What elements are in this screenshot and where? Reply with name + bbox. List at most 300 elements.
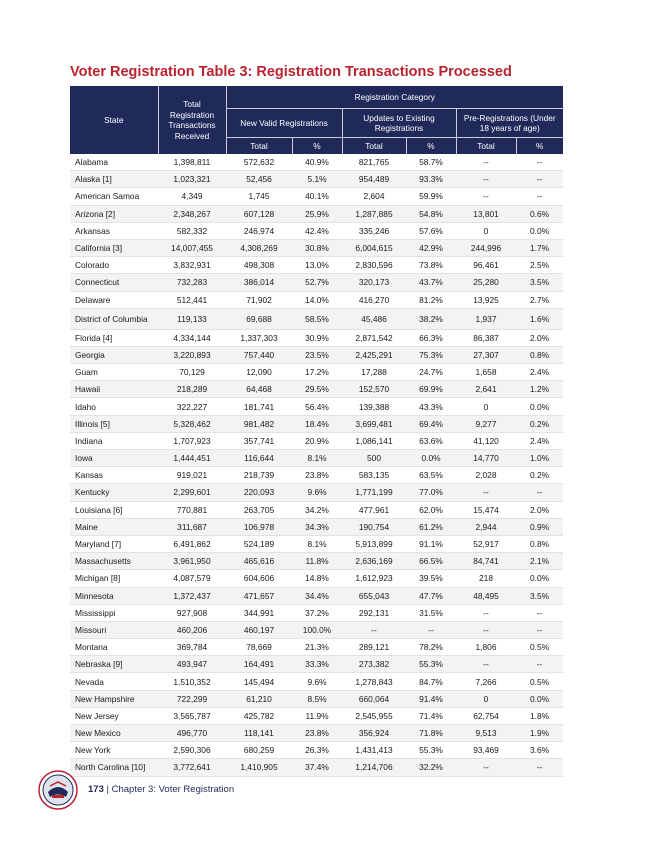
table-row: [70, 398, 563, 415]
table-row: [70, 308, 563, 329]
cell-total-received: 311,687: [158, 518, 226, 535]
cell-state: Connecticut: [70, 274, 158, 291]
cell-new-pct: 5.1%: [292, 171, 342, 188]
cell-new-total: 498,308: [226, 257, 292, 274]
cell-new-total: 386,014: [226, 274, 292, 291]
cell-upd-pct: 71.8%: [406, 725, 456, 742]
cell-new-pct: 23.8%: [292, 725, 342, 742]
cell-upd-total: 1,431,413: [342, 742, 406, 759]
cell-state: Massachusetts: [70, 553, 158, 570]
cell-state: Illinois [5]: [70, 415, 158, 432]
cell-pre-total: 13,925: [456, 291, 516, 308]
cell-new-total: 118,141: [226, 725, 292, 742]
cell-pre-total: --: [456, 759, 516, 776]
cell-pre-pct: 0.8%: [516, 535, 563, 552]
cell-pre-pct: 2.0%: [516, 329, 563, 346]
cell-upd-pct: 58.7%: [406, 154, 456, 171]
cell-total-received: 1,398,811: [158, 154, 226, 171]
cell-upd-total: 45,486: [342, 308, 406, 329]
cell-new-total: 981,482: [226, 415, 292, 432]
cell-new-pct: 56.4%: [292, 398, 342, 415]
table-row: [70, 707, 563, 724]
cell-new-total: 181,741: [226, 398, 292, 415]
cell-pre-total: 13,801: [456, 205, 516, 222]
cell-upd-total: 289,121: [342, 639, 406, 656]
cell-total-received: 2,590,306: [158, 742, 226, 759]
table-row: [70, 467, 563, 484]
cell-pre-pct: 1.8%: [516, 707, 563, 724]
table-row: [70, 759, 563, 776]
cell-upd-total: 1,612,923: [342, 570, 406, 587]
table-row: [70, 450, 563, 467]
table-row: [70, 188, 563, 205]
cell-state: Missouri: [70, 621, 158, 638]
cell-upd-pct: 42.9%: [406, 239, 456, 256]
cell-total-received: 1,707,923: [158, 432, 226, 449]
cell-new-total: 465,616: [226, 553, 292, 570]
cell-new-pct: 52.7%: [292, 274, 342, 291]
cell-state: Kentucky: [70, 484, 158, 501]
cell-upd-total: 2,636,169: [342, 553, 406, 570]
cell-pre-pct: 0.0%: [516, 398, 563, 415]
header-pre-registrations: Pre-Registrations (Under 18 years of age): [456, 109, 563, 138]
cell-state: District of Columbia: [70, 308, 158, 329]
page-footer: [88, 784, 234, 795]
cell-pre-total: 84,741: [456, 553, 516, 570]
cell-upd-pct: 84.7%: [406, 673, 456, 690]
cell-new-pct: 42.4%: [292, 222, 342, 239]
cell-pre-total: 96,461: [456, 257, 516, 274]
cell-total-received: 582,332: [158, 222, 226, 239]
table-row: [70, 673, 563, 690]
cell-upd-pct: 75.3%: [406, 346, 456, 363]
cell-state: Minnesota: [70, 587, 158, 604]
header-registration-category: Registration Category: [226, 86, 563, 109]
cell-upd-total: 655,043: [342, 587, 406, 604]
cell-pre-pct: 0.9%: [516, 518, 563, 535]
cell-pre-pct: --: [516, 484, 563, 501]
table-row: [70, 604, 563, 621]
cell-new-pct: 29.5%: [292, 381, 342, 398]
cell-pre-total: 244,996: [456, 239, 516, 256]
cell-total-received: 70,129: [158, 364, 226, 381]
cell-upd-pct: 54.8%: [406, 205, 456, 222]
cell-total-received: 493,947: [158, 656, 226, 673]
header-new-pct: %: [292, 138, 342, 155]
cell-state: California [3]: [70, 239, 158, 256]
registration-table: [70, 86, 563, 777]
cell-new-total: 218,739: [226, 467, 292, 484]
cell-pre-total: 0: [456, 222, 516, 239]
cell-state: Maryland [7]: [70, 535, 158, 552]
cell-pre-total: 2,641: [456, 381, 516, 398]
cell-total-received: 1,444,451: [158, 450, 226, 467]
cell-new-pct: 23.5%: [292, 346, 342, 363]
cell-new-total: 12,090: [226, 364, 292, 381]
cell-state: New Jersey: [70, 707, 158, 724]
cell-pre-pct: --: [516, 188, 563, 205]
table-row: [70, 329, 563, 346]
cell-upd-pct: 38.2%: [406, 308, 456, 329]
cell-state: Iowa: [70, 450, 158, 467]
cell-pre-total: 1,806: [456, 639, 516, 656]
cell-upd-pct: 43.7%: [406, 274, 456, 291]
cell-new-pct: 34.4%: [292, 587, 342, 604]
cell-new-total: 64,468: [226, 381, 292, 398]
cell-total-received: 322,227: [158, 398, 226, 415]
cell-upd-pct: 31.5%: [406, 604, 456, 621]
cell-new-pct: 25.9%: [292, 205, 342, 222]
cell-total-received: 6,491,862: [158, 535, 226, 552]
cell-pre-total: 1,658: [456, 364, 516, 381]
cell-total-received: 927,908: [158, 604, 226, 621]
cell-new-pct: 8.5%: [292, 690, 342, 707]
cell-state: Alabama: [70, 154, 158, 171]
cell-pre-pct: 2.0%: [516, 501, 563, 518]
header-upd-pct: %: [406, 138, 456, 155]
table-row: [70, 587, 563, 604]
cell-total-received: 14,007,455: [158, 239, 226, 256]
table-row: [70, 535, 563, 552]
table-row: [70, 154, 563, 171]
header-pre-pct: %: [516, 138, 563, 155]
cell-new-total: 460,197: [226, 621, 292, 638]
footer-separator: |: [106, 784, 109, 795]
cell-pre-total: --: [456, 484, 516, 501]
cell-state: Michigan [8]: [70, 570, 158, 587]
cell-upd-pct: 66.3%: [406, 329, 456, 346]
cell-pre-total: 93,469: [456, 742, 516, 759]
cell-upd-total: 500: [342, 450, 406, 467]
cell-upd-pct: 81.2%: [406, 291, 456, 308]
cell-new-pct: 40.9%: [292, 154, 342, 171]
cell-new-pct: 8.1%: [292, 535, 342, 552]
cell-new-pct: 11.8%: [292, 553, 342, 570]
table-row: [70, 639, 563, 656]
cell-new-pct: 37.2%: [292, 604, 342, 621]
cell-new-pct: 18.4%: [292, 415, 342, 432]
cell-pre-total: 48,495: [456, 587, 516, 604]
cell-upd-pct: 66.5%: [406, 553, 456, 570]
table-header: [70, 86, 563, 154]
cell-upd-total: 292,131: [342, 604, 406, 621]
cell-pre-pct: 2.1%: [516, 553, 563, 570]
cell-pre-pct: 2.7%: [516, 291, 563, 308]
cell-pre-pct: 1.9%: [516, 725, 563, 742]
table-row: [70, 346, 563, 363]
cell-new-total: 263,705: [226, 501, 292, 518]
cell-new-total: 4,308,269: [226, 239, 292, 256]
cell-pre-pct: 0.5%: [516, 639, 563, 656]
cell-upd-total: 152,570: [342, 381, 406, 398]
page-title: Voter Registration Table 3: Registration Transactions Processed: [70, 64, 512, 80]
cell-upd-total: 6,004,615: [342, 239, 406, 256]
cell-new-pct: 17.2%: [292, 364, 342, 381]
cell-pre-total: 2,944: [456, 518, 516, 535]
footer-chapter: Chapter 3: Voter Registration: [111, 784, 235, 795]
header-pre-total: Total: [456, 138, 516, 155]
table-row: [70, 222, 563, 239]
cell-state: Indiana: [70, 432, 158, 449]
cell-new-pct: 34.2%: [292, 501, 342, 518]
cell-upd-total: 1,086,141: [342, 432, 406, 449]
cell-pre-total: 15,474: [456, 501, 516, 518]
cell-state: Arkansas: [70, 222, 158, 239]
cell-new-pct: 9.6%: [292, 484, 342, 501]
cell-upd-total: 2,545,955: [342, 707, 406, 724]
cell-state: Montana: [70, 639, 158, 656]
cell-pre-pct: 2.5%: [516, 257, 563, 274]
cell-new-total: 344,991: [226, 604, 292, 621]
cell-upd-pct: 47.7%: [406, 587, 456, 604]
cell-pre-pct: 0.6%: [516, 205, 563, 222]
cell-pre-pct: 0.8%: [516, 346, 563, 363]
cell-state: New Mexico: [70, 725, 158, 742]
cell-total-received: 3,772,641: [158, 759, 226, 776]
cell-new-total: 357,741: [226, 432, 292, 449]
cell-pre-total: 9,277: [456, 415, 516, 432]
cell-upd-pct: 91.1%: [406, 535, 456, 552]
cell-new-total: 572,632: [226, 154, 292, 171]
cell-pre-total: --: [456, 188, 516, 205]
cell-state: Idaho: [70, 398, 158, 415]
cell-upd-total: 1,278,843: [342, 673, 406, 690]
cell-upd-pct: 59.9%: [406, 188, 456, 205]
cell-upd-pct: 62.0%: [406, 501, 456, 518]
cell-new-pct: 14.8%: [292, 570, 342, 587]
cell-new-pct: 14.0%: [292, 291, 342, 308]
cell-total-received: 460,206: [158, 621, 226, 638]
table-row: [70, 518, 563, 535]
cell-new-pct: 11.9%: [292, 707, 342, 724]
cell-new-total: 1,745: [226, 188, 292, 205]
cell-new-pct: 9.6%: [292, 673, 342, 690]
table-row: [70, 742, 563, 759]
cell-new-pct: 20.9%: [292, 432, 342, 449]
table-row: [70, 553, 563, 570]
cell-upd-pct: 43.3%: [406, 398, 456, 415]
cell-total-received: 4,087,579: [158, 570, 226, 587]
cell-state: Nevada: [70, 673, 158, 690]
cell-total-received: 2,299,601: [158, 484, 226, 501]
cell-pre-total: 7,266: [456, 673, 516, 690]
cell-upd-total: 273,382: [342, 656, 406, 673]
cell-new-total: 425,782: [226, 707, 292, 724]
cell-new-total: 680,259: [226, 742, 292, 759]
cell-upd-pct: 78.2%: [406, 639, 456, 656]
cell-upd-total: 1,771,199: [342, 484, 406, 501]
cell-total-received: 512,441: [158, 291, 226, 308]
cell-upd-pct: 69.9%: [406, 381, 456, 398]
table-row: [70, 484, 563, 501]
cell-upd-total: 5,913,899: [342, 535, 406, 552]
table-row: [70, 690, 563, 707]
cell-upd-pct: 63.6%: [406, 432, 456, 449]
table-row: [70, 364, 563, 381]
cell-pre-total: 41,120: [456, 432, 516, 449]
cell-pre-total: --: [456, 656, 516, 673]
cell-upd-pct: 61.2%: [406, 518, 456, 535]
cell-new-pct: 8.1%: [292, 450, 342, 467]
cell-new-total: 61,210: [226, 690, 292, 707]
cell-state: Maine: [70, 518, 158, 535]
cell-upd-total: 1,287,885: [342, 205, 406, 222]
cell-upd-total: 2,425,291: [342, 346, 406, 363]
cell-state: American Samoa: [70, 188, 158, 205]
cell-total-received: 1,372,437: [158, 587, 226, 604]
cell-pre-pct: --: [516, 171, 563, 188]
cell-upd-total: 660,064: [342, 690, 406, 707]
cell-pre-total: --: [456, 154, 516, 171]
cell-pre-pct: 1.2%: [516, 381, 563, 398]
cell-state: Alaska [1]: [70, 171, 158, 188]
cell-state: Arizona [2]: [70, 205, 158, 222]
table-row: [70, 725, 563, 742]
cell-pre-total: 27,307: [456, 346, 516, 363]
cell-upd-pct: 55.3%: [406, 656, 456, 673]
cell-pre-pct: --: [516, 656, 563, 673]
cell-state: Florida [4]: [70, 329, 158, 346]
cell-state: Hawaii: [70, 381, 158, 398]
cell-state: Colorado: [70, 257, 158, 274]
cell-upd-total: 477,961: [342, 501, 406, 518]
cell-new-total: 1,337,303: [226, 329, 292, 346]
eac-seal-icon: [38, 770, 78, 810]
cell-total-received: 3,220,893: [158, 346, 226, 363]
cell-state: North Carolina [10]: [70, 759, 158, 776]
cell-upd-total: 335,246: [342, 222, 406, 239]
cell-pre-pct: 1.6%: [516, 308, 563, 329]
table-row: [70, 171, 563, 188]
cell-upd-total: 2,830,596: [342, 257, 406, 274]
cell-upd-total: 17,288: [342, 364, 406, 381]
cell-new-total: 246,974: [226, 222, 292, 239]
cell-upd-pct: 77.0%: [406, 484, 456, 501]
cell-upd-total: 821,765: [342, 154, 406, 171]
cell-pre-pct: 3.5%: [516, 587, 563, 604]
cell-state: Mississippi: [70, 604, 158, 621]
cell-total-received: 919,021: [158, 467, 226, 484]
header-state: State: [70, 86, 158, 154]
cell-state: Louisiana [6]: [70, 501, 158, 518]
cell-new-total: 71,902: [226, 291, 292, 308]
cell-upd-total: 190,754: [342, 518, 406, 535]
cell-upd-pct: 55.3%: [406, 742, 456, 759]
cell-upd-pct: 57.6%: [406, 222, 456, 239]
cell-upd-total: 2,871,542: [342, 329, 406, 346]
table-row: [70, 239, 563, 256]
header-upd-total: Total: [342, 138, 406, 155]
table-row: [70, 621, 563, 638]
cell-pre-total: 0: [456, 690, 516, 707]
cell-upd-pct: 24.7%: [406, 364, 456, 381]
table-row: [70, 381, 563, 398]
cell-pre-total: 1,937: [456, 308, 516, 329]
cell-state: Delaware: [70, 291, 158, 308]
cell-pre-total: --: [456, 621, 516, 638]
cell-upd-pct: 71.4%: [406, 707, 456, 724]
cell-upd-pct: 73.8%: [406, 257, 456, 274]
cell-pre-total: 0: [456, 398, 516, 415]
cell-total-received: 732,283: [158, 274, 226, 291]
cell-upd-pct: 69.4%: [406, 415, 456, 432]
cell-upd-pct: 93.3%: [406, 171, 456, 188]
cell-total-received: 1,510,352: [158, 673, 226, 690]
cell-upd-total: 954,489: [342, 171, 406, 188]
cell-total-received: 3,832,931: [158, 257, 226, 274]
cell-pre-pct: 0.0%: [516, 222, 563, 239]
header-new-valid: New Valid Registrations: [226, 109, 342, 138]
cell-pre-pct: --: [516, 759, 563, 776]
cell-total-received: 770,881: [158, 501, 226, 518]
cell-upd-total: 416,270: [342, 291, 406, 308]
cell-pre-total: 25,280: [456, 274, 516, 291]
cell-upd-total: 2,604: [342, 188, 406, 205]
cell-new-total: 471,657: [226, 587, 292, 604]
cell-pre-total: 52,917: [456, 535, 516, 552]
cell-state: Nebraska [9]: [70, 656, 158, 673]
table-row: [70, 274, 563, 291]
cell-total-received: 218,289: [158, 381, 226, 398]
cell-total-received: 5,328,462: [158, 415, 226, 432]
cell-new-pct: 26.3%: [292, 742, 342, 759]
cell-state: New York: [70, 742, 158, 759]
cell-new-pct: 40.1%: [292, 188, 342, 205]
cell-state: Kansas: [70, 467, 158, 484]
cell-pre-pct: --: [516, 154, 563, 171]
cell-new-total: 757,440: [226, 346, 292, 363]
cell-new-total: 524,189: [226, 535, 292, 552]
cell-pre-total: --: [456, 604, 516, 621]
cell-total-received: 369,784: [158, 639, 226, 656]
cell-upd-total: 583,135: [342, 467, 406, 484]
cell-upd-total: 1,214,706: [342, 759, 406, 776]
cell-pre-pct: 2.4%: [516, 432, 563, 449]
cell-total-received: 4,349: [158, 188, 226, 205]
cell-total-received: 2,348,267: [158, 205, 226, 222]
cell-new-total: 78,669: [226, 639, 292, 656]
table-body: [70, 154, 563, 776]
cell-new-pct: 21.3%: [292, 639, 342, 656]
cell-pre-total: 2,028: [456, 467, 516, 484]
cell-new-total: 69,688: [226, 308, 292, 329]
cell-upd-pct: 91.4%: [406, 690, 456, 707]
cell-upd-total: 3,699,481: [342, 415, 406, 432]
cell-pre-pct: 0.0%: [516, 570, 563, 587]
cell-new-total: 220,093: [226, 484, 292, 501]
cell-pre-pct: 0.5%: [516, 673, 563, 690]
cell-new-pct: 13.0%: [292, 257, 342, 274]
cell-pre-pct: 1.7%: [516, 239, 563, 256]
cell-pre-total: --: [456, 171, 516, 188]
table-row: [70, 257, 563, 274]
cell-upd-pct: --: [406, 621, 456, 638]
cell-new-pct: 100.0%: [292, 621, 342, 638]
cell-total-received: 1,023,321: [158, 171, 226, 188]
cell-pre-pct: 0.2%: [516, 467, 563, 484]
table-row: [70, 656, 563, 673]
cell-pre-pct: 3.5%: [516, 274, 563, 291]
cell-total-received: 3,961,950: [158, 553, 226, 570]
cell-pre-pct: 0.2%: [516, 415, 563, 432]
cell-new-total: 1,410,905: [226, 759, 292, 776]
cell-new-total: 106,978: [226, 518, 292, 535]
cell-new-pct: 30.9%: [292, 329, 342, 346]
cell-upd-total: --: [342, 621, 406, 638]
table-row: [70, 415, 563, 432]
cell-new-pct: 58.5%: [292, 308, 342, 329]
cell-upd-total: 356,924: [342, 725, 406, 742]
